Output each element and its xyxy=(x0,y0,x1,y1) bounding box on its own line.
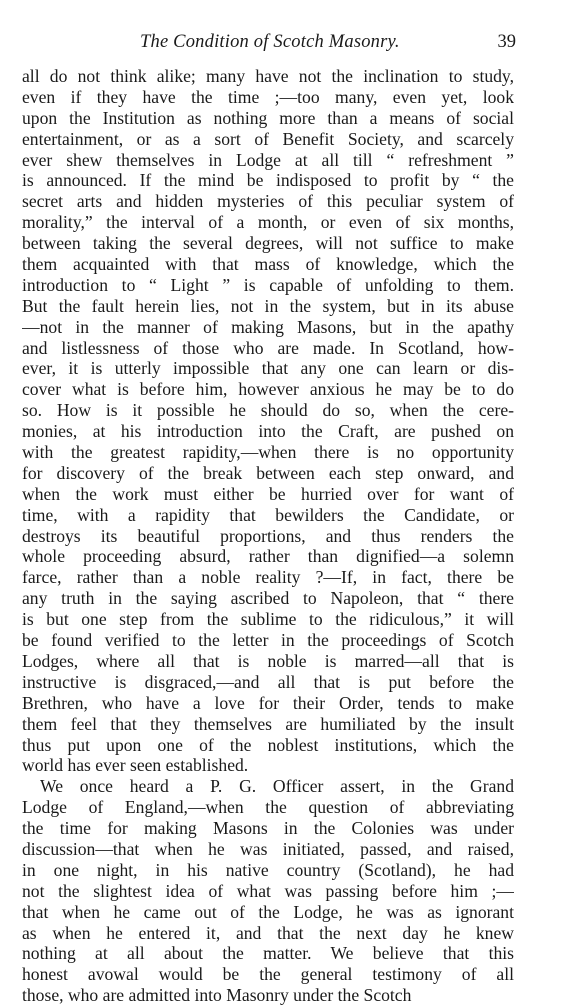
text-line: be found verified to the letter in the proceedings of Scotch xyxy=(22,630,514,651)
text-line: them acquainted with that mass of knowledge, which the xyxy=(22,254,514,275)
text-line: between taking the several degrees, will not suffice to make xyxy=(22,233,514,254)
text-line: those, who are admitted into Masonry under the Scotch xyxy=(22,985,412,1006)
paragraph xyxy=(22,66,514,776)
text-line: all do not think alike; many have not the inclination to study, xyxy=(22,66,514,86)
text-line: honest avowal would be the general testimony of all xyxy=(22,964,514,985)
text-line: as when he entered it, and that the next day he knew xyxy=(22,922,514,943)
text-line: Brethren, who have a love for their Order, tends to make xyxy=(22,692,514,713)
text-line: is announced. If the mind be indisposed to profit by “ the xyxy=(22,170,514,191)
text-line: But the fault herein lies, not in the system, but in its abuse xyxy=(22,295,514,316)
text-line: cover what is before him, however anxious he may be to do xyxy=(22,379,514,400)
text-line: upon the Institution as nothing more than a means of social xyxy=(22,107,514,128)
text-line: morality,” the interval of a month, or even of six months, xyxy=(22,212,514,233)
text-line: farce, rather than a noble reality ?—If, in fact, there be xyxy=(22,567,514,588)
text-line: them feel that they themselves are humiliated by the insult xyxy=(22,713,514,734)
text-line: time, with a rapidity that bewilders the Candidate, or xyxy=(22,504,514,525)
text-line: thus put upon one of the noblest institutions, which the xyxy=(22,734,514,755)
text-line: Lodges, where all that is noble is marred—all that is xyxy=(22,650,514,671)
page-header xyxy=(0,32,568,56)
text-line: secret arts and hidden mysteries of this peculiar system of xyxy=(22,191,514,212)
text-line: destroys its beautiful proportions, and thus renders the xyxy=(22,525,514,546)
text-line: even if they have the time ;—too many, even yet, look xyxy=(22,86,514,107)
text-line: that when he came out of the Lodge, he was as ignorant xyxy=(22,901,514,922)
text-line: when the work must either be hurried over for want of xyxy=(22,483,514,504)
text-line: not the slightest idea of what was passing before him ;— xyxy=(22,880,514,901)
text-line: world has ever seen established. xyxy=(22,755,249,776)
text-line: Lodge of England,—when the question of abbreviating xyxy=(22,797,514,818)
text-line: introduction to “ Light ” is capable of unfolding to them. xyxy=(22,274,514,295)
text-line: for discovery of the break between each step onward, and xyxy=(22,462,514,483)
text-line: instructive is disgraced,—and all that is put before the xyxy=(22,671,514,692)
text-line: discussion—that when he was initiated, passed, and raised, xyxy=(22,838,514,859)
text-line: nothing at all about the matter. We believe that this xyxy=(22,943,514,964)
text-line: is but one step from the sublime to the ridiculous,” it will xyxy=(22,609,514,630)
text-line: entertainment, or as a sort of Benefit Society, and scarcely xyxy=(22,128,514,149)
text-line: We once heard a P. G. Officer assert, in the Grand xyxy=(40,776,514,797)
text-line: —not in the manner of making Masons, but in the apathy xyxy=(22,316,514,337)
text-line: the time for making Masons in the Colonies was under xyxy=(22,818,514,839)
running-head: The Condition of Scotch Masonry. xyxy=(140,32,400,52)
text-line: so. How is it possible he should do so, when the cere- xyxy=(22,400,514,421)
text-line: ever shew themselves in Lodge at all till “ refreshment ” xyxy=(22,149,514,170)
text-line: any truth in the saying ascribed to Napoleon, that “ there xyxy=(22,588,514,609)
text-line: in one night, in his native country (Scotland), he had xyxy=(22,859,514,880)
paragraph xyxy=(22,776,514,1006)
text-line: ever, it is utterly impossible that any one can learn or dis- xyxy=(22,358,514,379)
page-number: 39 xyxy=(497,32,516,52)
text-line: monies, at his introduction into the Craft, are pushed on xyxy=(22,421,514,442)
text-line: whole proceeding absurd, rather than dignified—a solemn xyxy=(22,546,514,567)
body-text xyxy=(22,66,514,1006)
text-line: and listlessness of those who are made. In Scotland, how- xyxy=(22,337,514,358)
text-line: with the greatest rapidity,—when there is no opportunity xyxy=(22,442,514,463)
